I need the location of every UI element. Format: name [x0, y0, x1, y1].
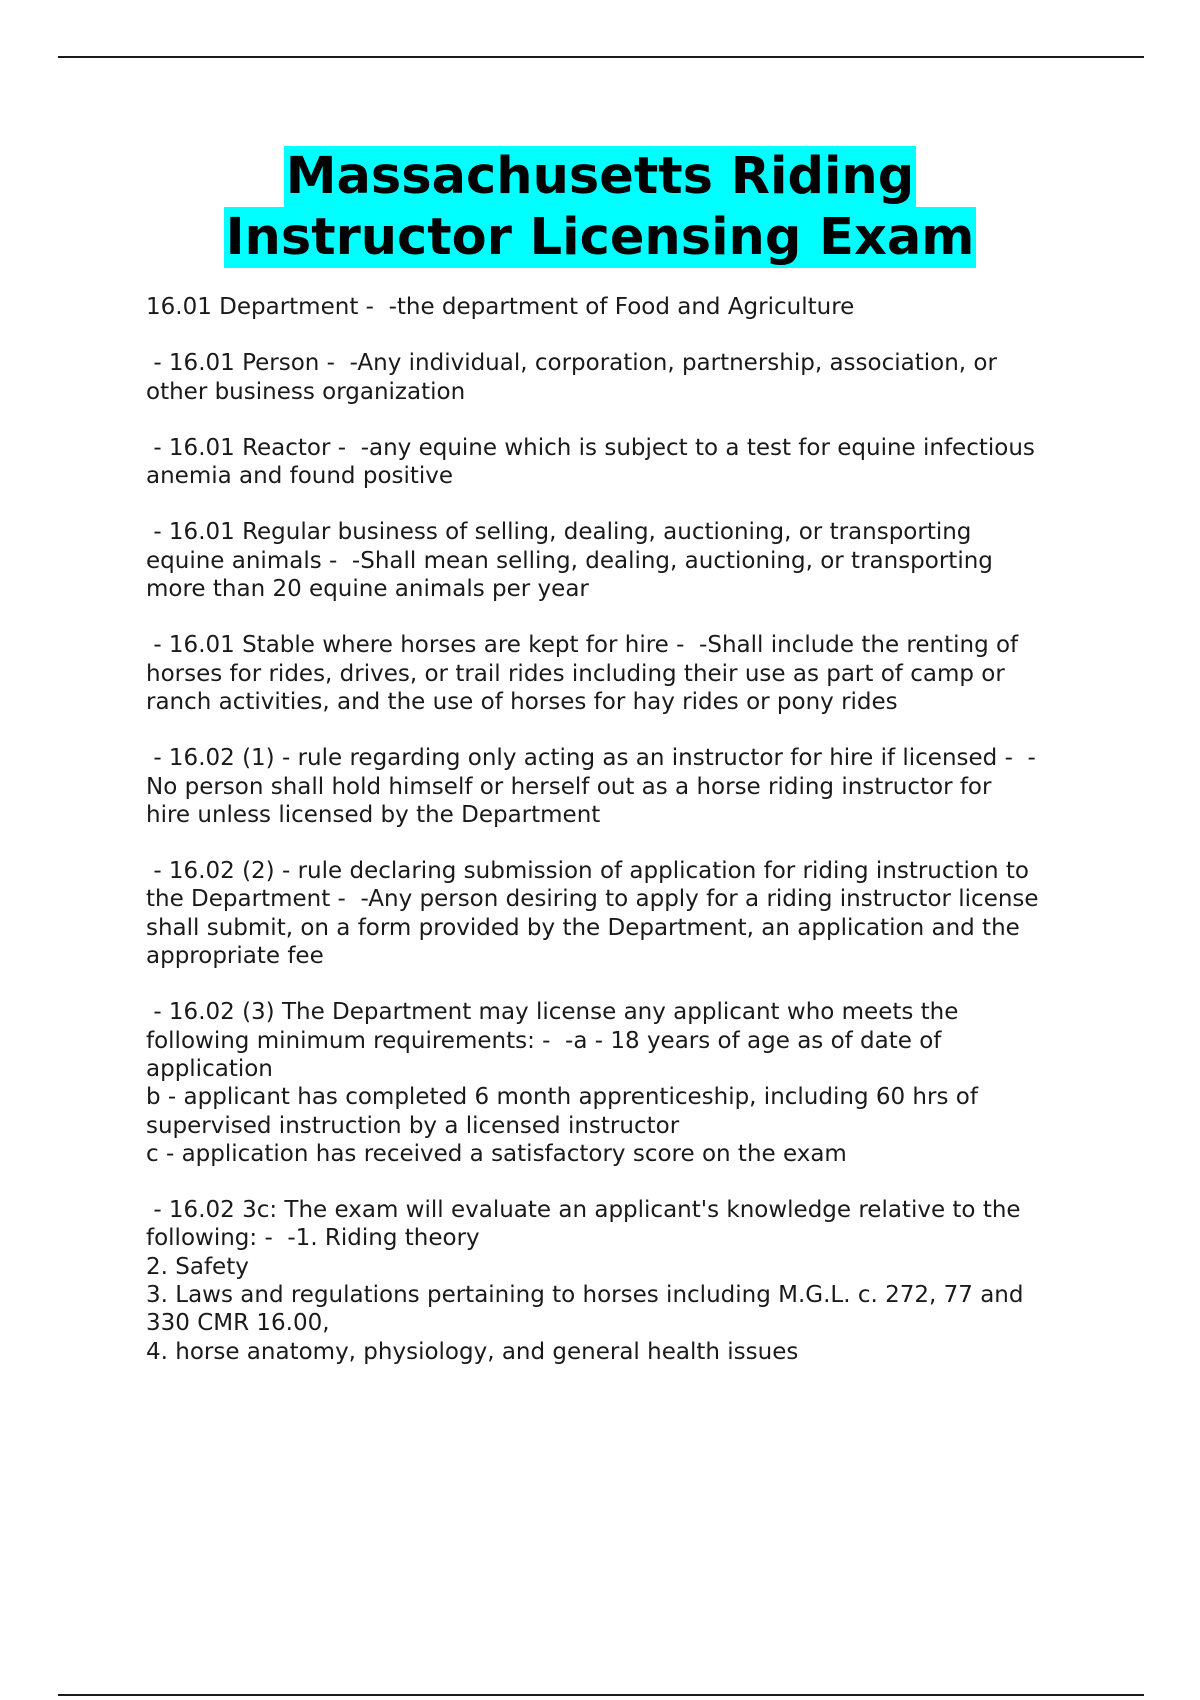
document-title — [0, 146, 1200, 268]
entry-text-line: shall submit, on a form provided by the Department, an application and the — [146, 914, 1020, 941]
entry-text-line: - 16.01 Person - -Any individual, corporation, partnership, association, or — [146, 350, 997, 377]
entry-text-line: 16.01 Department - -the department of Food and Agriculture — [146, 294, 855, 320]
entry-text-line: supervised instruction by a licensed instructor — [146, 1112, 680, 1139]
entry-text-line: 2. Safety — [146, 1253, 249, 1280]
entry-text-line: - 16.02 (2) - rule declaring submission of application for riding instruction to — [146, 858, 1029, 885]
entry-text-line: ranch activities, and the use of horses for hay rides or pony rides — [146, 688, 898, 715]
flashcard-entry — [146, 857, 1096, 970]
flashcard-entry — [146, 293, 1096, 321]
entry-text-line: horses for rides, drives, or trail rides including their use as part of camp or — [146, 660, 1005, 687]
flashcard-entry — [146, 631, 1096, 716]
entry-text-line: 330 CMR 16.00, — [146, 1310, 330, 1337]
entry-text-line: No person shall hold himself or herself out as a horse riding instructor for — [146, 773, 992, 800]
entry-text-line: other business organization — [146, 378, 466, 405]
top-divider — [58, 56, 1144, 58]
entry-text-line: c - application has received a satisfactory score on the exam — [146, 1140, 847, 1167]
flashcard-entry — [146, 998, 1096, 1168]
entry-text-line: hire unless licensed by the Department — [146, 801, 601, 828]
flashcard-entry — [146, 1196, 1096, 1366]
title-line-2: Instructor Licensing Exam — [225, 208, 975, 267]
entry-text-line: - 16.02 (3) The Department may license any applicant who meets the — [146, 999, 959, 1026]
entry-text-line: b - applicant has completed 6 month apprenticeship, including 60 hrs of — [146, 1084, 978, 1111]
bottom-divider — [58, 1694, 1144, 1696]
entry-text-line: more than 20 equine animals per year — [146, 576, 589, 603]
flashcard-entry — [146, 349, 1096, 406]
entry-text-line: following minimum requirements: - -a - 18 years of age as of date of — [146, 1027, 942, 1054]
flashcard-entry — [146, 434, 1096, 491]
entry-text-line: anemia and found positive — [146, 463, 454, 490]
flashcard-list — [146, 293, 1096, 1394]
entry-text-line: following: - -1. Riding theory — [146, 1225, 480, 1252]
entry-text-line: application — [146, 1055, 273, 1082]
entry-text-line: 4. horse anatomy, physiology, and general health issues — [146, 1338, 799, 1365]
entry-text-line: - 16.02 (1) - rule regarding only acting as an instructor for hire if licensed - - — [146, 745, 1036, 772]
entry-text-line: - 16.01 Reactor - -any equine which is subject to a test for equine infectious — [146, 434, 1035, 461]
entry-text-line: equine animals - -Shall mean selling, dealing, auctioning, or transporting — [146, 547, 993, 574]
entry-text-line: the Department - -Any person desiring to apply for a riding instructor license — [146, 886, 1039, 913]
entry-text-line: appropriate fee — [146, 943, 324, 970]
entry-text-line: 3. Laws and regulations pertaining to horses including M.G.L. c. 272, 77 and — [146, 1282, 1024, 1309]
entry-text-line: - 16.01 Regular business of selling, dealing, auctioning, or transporting — [146, 519, 972, 546]
entry-text-line: - 16.01 Stable where horses are kept for hire - -Shall include the renting of — [146, 632, 1019, 659]
entry-text-line: - 16.02 3c: The exam will evaluate an applicant's knowledge relative to the — [146, 1197, 1021, 1224]
flashcard-entry — [146, 518, 1096, 603]
flashcard-entry — [146, 744, 1096, 829]
title-line-1: Massachusetts Riding — [285, 147, 915, 206]
